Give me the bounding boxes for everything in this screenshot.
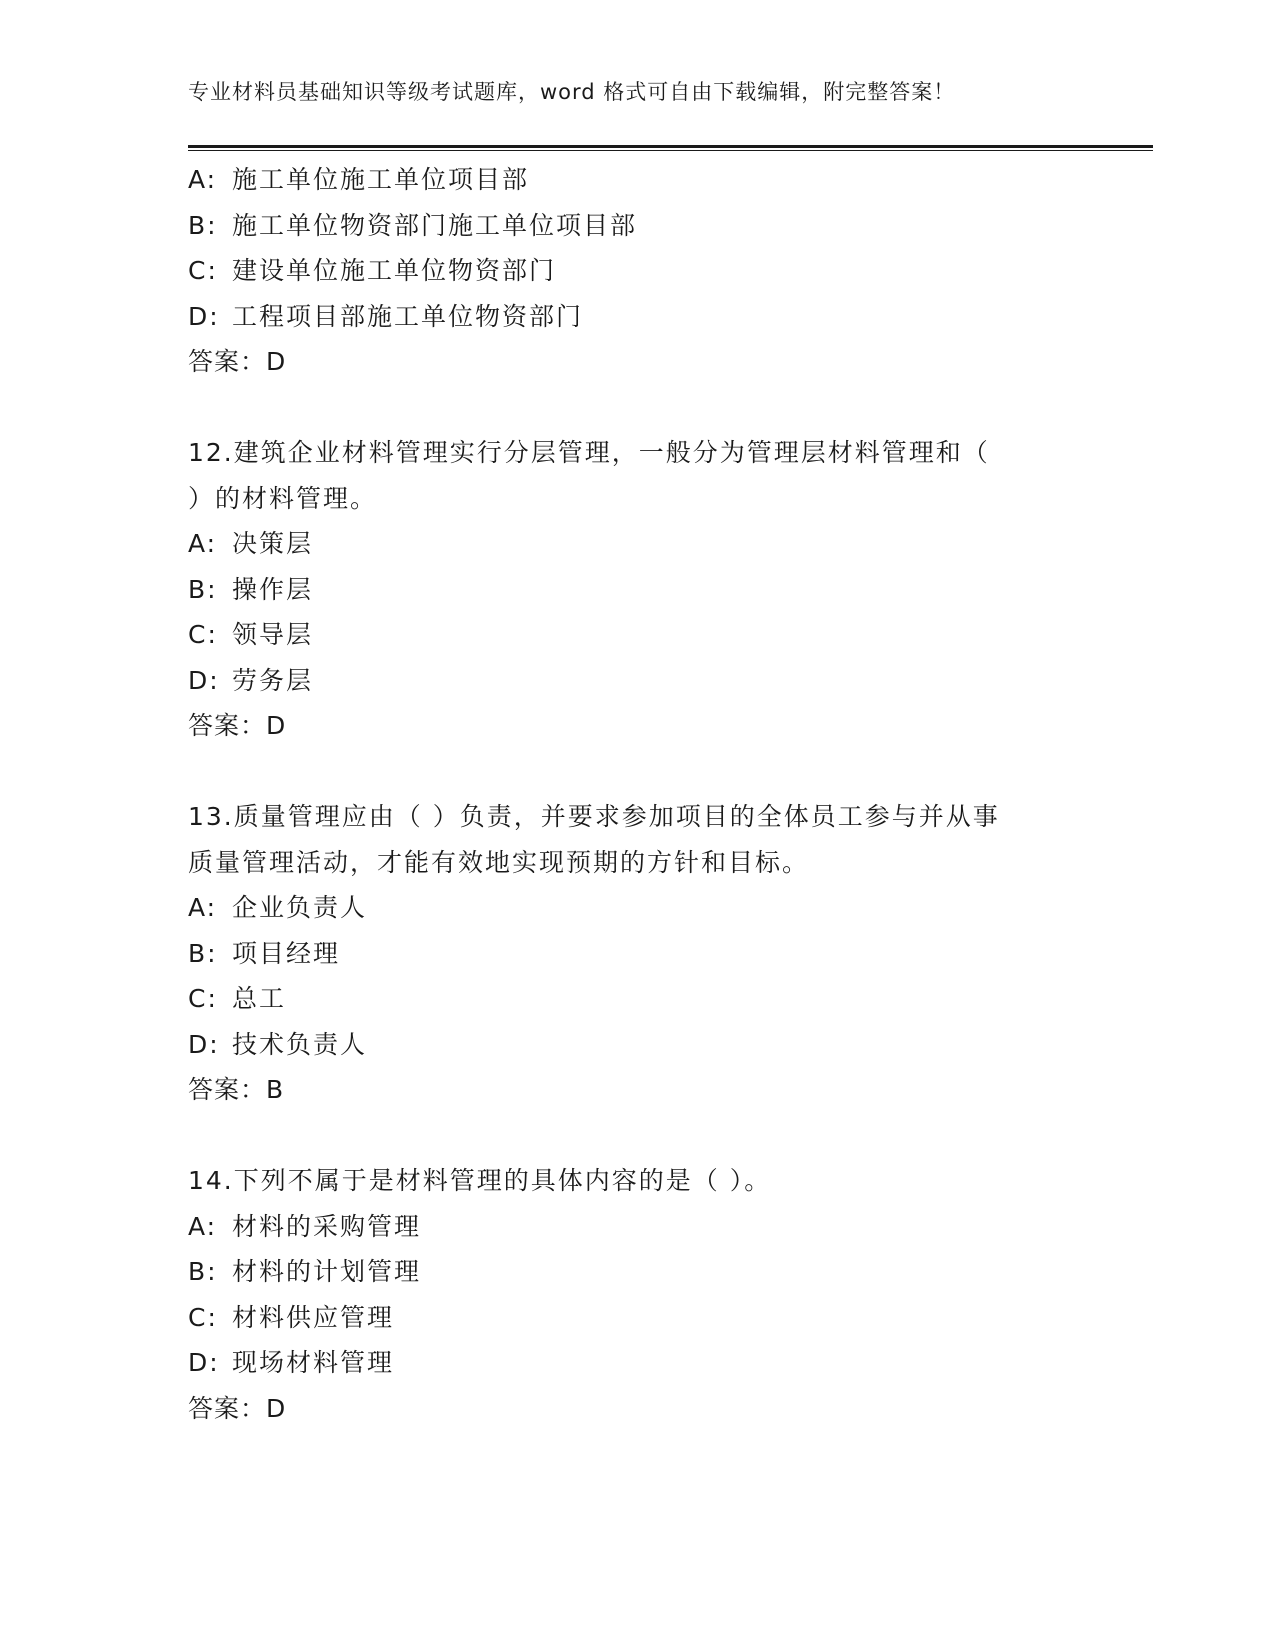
option-key: D: [188,301,220,331]
spacer [188,385,1068,431]
page-header: 专业材料员基础知识等级考试题库，word 格式可自由下载编辑，附完整答案！ [188,80,956,104]
option-d [188,294,1068,340]
spacer [188,1113,1068,1159]
question-13 [188,794,1068,1113]
option-text: 现场材料管理 [232,1348,395,1377]
option-b [188,1249,1068,1295]
option-key: B: [188,210,218,240]
header-rule-thick [188,145,1153,148]
option-key: C: [188,984,218,1013]
question-list [188,157,1068,1431]
option-key: B: [188,938,218,968]
option-text: 材料供应管理 [232,1302,395,1332]
option-text: 建设单位施工单位物资部门 [232,256,557,285]
option-text: 技术负责人 [232,1029,368,1059]
answer: 答案：D [188,347,287,376]
question-stem: 12.建筑企业材料管理实行分层管理，一般分为管理层材料管理和（ [188,438,990,467]
question-stem: 14.下列不属于是材料管理的具体内容的是（ ）。 [188,1166,772,1195]
answer: 答案：D [188,711,287,740]
option-a [188,1204,1068,1250]
option-key: D: [188,1029,220,1059]
question-stem: 13.质量管理应由（ ）负责，并要求参加项目的全体员工参与并从事 [188,802,1000,831]
option-d [188,1340,1068,1386]
option-text: 操作层 [232,574,314,604]
option-key: D: [188,665,220,695]
option-d [188,1022,1068,1068]
question-12 [188,430,1068,749]
option-text: 领导层 [232,620,314,649]
option-b [188,203,1068,249]
option-text: 劳务层 [232,665,314,695]
answer: 答案：D [188,1393,287,1423]
option-key: A: [188,893,218,922]
option-a [188,157,1068,203]
option-key: A: [188,529,218,558]
option-text: 材料的计划管理 [232,1257,422,1286]
option-b [188,567,1068,613]
option-key: D: [188,1348,220,1377]
option-d [188,658,1068,704]
option-text: 企业负责人 [232,893,368,922]
option-key: A: [188,165,218,194]
option-text: 项目经理 [232,938,341,968]
option-text: 决策层 [232,529,314,558]
option-a [188,885,1068,931]
option-text: 施工单位物资部门施工单位项目部 [232,210,638,240]
option-key: C: [188,1302,218,1332]
option-a [188,521,1068,567]
option-c [188,248,1068,294]
option-key: C: [188,620,218,649]
question-stem-continued: ）的材料管理。 [188,483,378,513]
option-key: A: [188,1211,218,1241]
option-text: 材料的采购管理 [232,1211,422,1241]
option-text: 施工单位施工单位项目部 [232,165,530,194]
option-c [188,1295,1068,1341]
question-11 [188,157,1068,385]
option-key: B: [188,1257,218,1286]
spacer [188,749,1068,795]
question-stem-continued: 质量管理活动，才能有效地实现预期的方针和目标。 [188,847,810,877]
option-key: C: [188,256,218,285]
option-b [188,931,1068,977]
option-key: B: [188,574,218,604]
answer: 答案：B [188,1075,285,1104]
header-rule-thin [188,150,1153,151]
question-14 [188,1158,1068,1431]
option-text: 总工 [232,984,287,1013]
option-c [188,612,1068,658]
option-c [188,976,1068,1022]
option-text: 工程项目部施工单位物资部门 [232,301,584,331]
